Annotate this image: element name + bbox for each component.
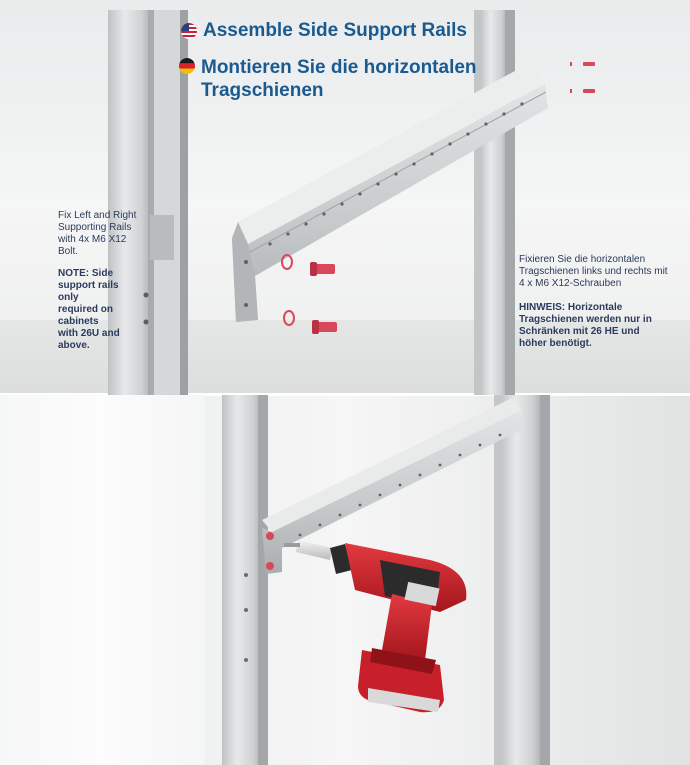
bottom-right-post [494, 395, 550, 765]
us-flag-icon [181, 23, 197, 39]
title-english: Assemble Side Support Rails [203, 20, 467, 41]
instruction-text-en: Fix Left and Right Supporting Rails with 4x M6 X12 Bolt. [58, 210, 137, 257]
german-instructions [519, 254, 669, 350]
title-german: Montieren Sie die horizontalen Tragschienen [201, 57, 477, 101]
instruction-text-de: Fixieren Sie die horizontalen Tragschienen links und rechts mit 4 x M6 X12-Schrauben [519, 254, 668, 289]
warning-text-de: HINWEIS: Horizontale Tragschienen werden nur in Schränken mit 26 HE und höher benötigt. [519, 302, 652, 349]
de-flag-icon [179, 58, 195, 74]
warning-text-en: NOTE: Side support rails only required on cabinets with 26U and above. [58, 268, 120, 351]
english-instructions [58, 210, 148, 352]
bottom-left-post [222, 395, 268, 765]
